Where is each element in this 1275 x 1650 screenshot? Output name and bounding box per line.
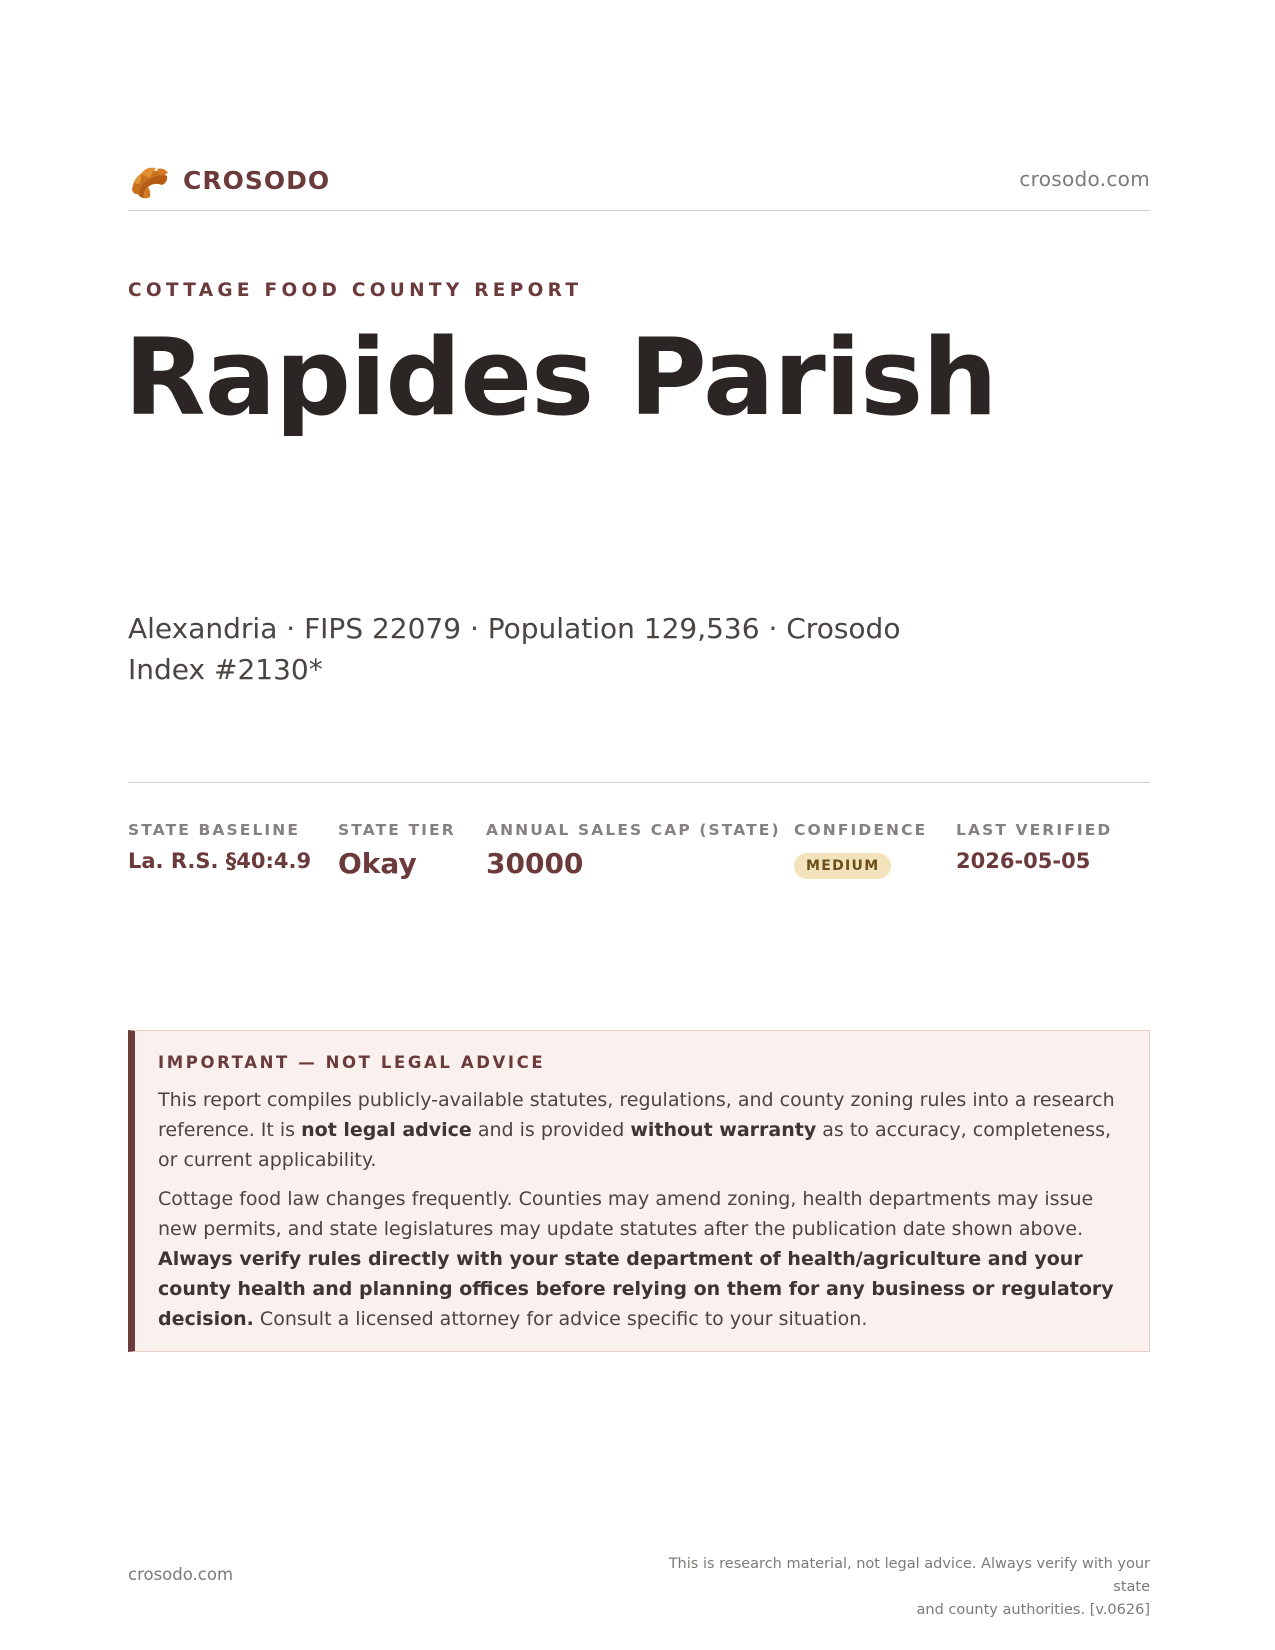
notice-text: This report compiles publicly-available statutes, regulations, and county zoning rules into a research reference. It is <box>158 1089 1115 1141</box>
notice-text: and is provided <box>471 1119 631 1141</box>
notice-emphasis: without warranty <box>630 1119 817 1141</box>
notice-text: as to accuracy, completeness, or current applicability. <box>158 1119 1112 1171</box>
notice-paragraph-1 <box>158 1085 1133 1175</box>
report-page <box>124 0 1150 1650</box>
report-eyebrow: COTTAGE FOOD COUNTY REPORT <box>128 280 583 301</box>
stat-label: LAST VERIFIED <box>956 821 1113 839</box>
stat-value: 30000 <box>486 847 584 880</box>
notice-text: Consult a licensed attorney for advice specific to your situation. <box>253 1308 868 1330</box>
stat-state-baseline <box>128 821 311 873</box>
stat-label: CONFIDENCE <box>794 821 928 839</box>
footer-disclaimer-line: This is research material, not legal advice. Always verify with your state <box>668 1556 1150 1595</box>
stats-row <box>128 782 1150 880</box>
notice-title: IMPORTANT — NOT LEGAL ADVICE <box>158 1053 546 1072</box>
header-url[interactable]: crosodo.com <box>1019 167 1150 191</box>
stat-label: STATE BASELINE <box>128 821 301 839</box>
notice-emphasis: not legal advice <box>301 1119 472 1141</box>
stat-state-tier <box>338 821 456 880</box>
notice-paragraph-2 <box>158 1184 1133 1334</box>
notice-body <box>158 1085 1133 1334</box>
footer-disclaimer <box>630 1553 1150 1622</box>
brand <box>128 160 330 200</box>
stat-confidence <box>794 821 927 879</box>
footer-url[interactable]: crosodo.com <box>128 1565 234 1584</box>
stat-last-verified <box>956 821 1112 873</box>
footer-disclaimer-line: and county authorities. [v.0626] <box>916 1602 1150 1618</box>
stat-value: 2026-05-05 <box>956 849 1091 873</box>
notice-text: Cottage food law changes frequently. Counties may amend zoning, health departments may issue new permits, and state legislatures may update statutes after the publication date shown above. <box>158 1188 1094 1240</box>
report-subtitle: Alexandria · FIPS 22079 · Population 129,536 · Crosodo Index #2130* <box>128 612 901 686</box>
stat-sales-cap <box>486 821 781 880</box>
confidence-badge: MEDIUM <box>794 853 891 879</box>
stat-label: ANNUAL SALES CAP (STATE) <box>486 821 781 839</box>
croissant-icon <box>128 160 170 200</box>
stat-label: STATE TIER <box>338 821 456 839</box>
brand-name: CROSODO <box>183 165 331 195</box>
page-title: Rapides Parish <box>124 316 997 439</box>
legal-notice <box>128 1030 1150 1352</box>
notice-emphasis: Always verify rules directly with your state department of health/agriculture and your county health and planning offices before relying on them for any business or regulatory decision. <box>158 1248 1114 1330</box>
stat-value: La. R.S. §40:4.9 <box>128 849 312 873</box>
stat-value: Okay <box>338 847 417 880</box>
page-header <box>128 158 1150 211</box>
